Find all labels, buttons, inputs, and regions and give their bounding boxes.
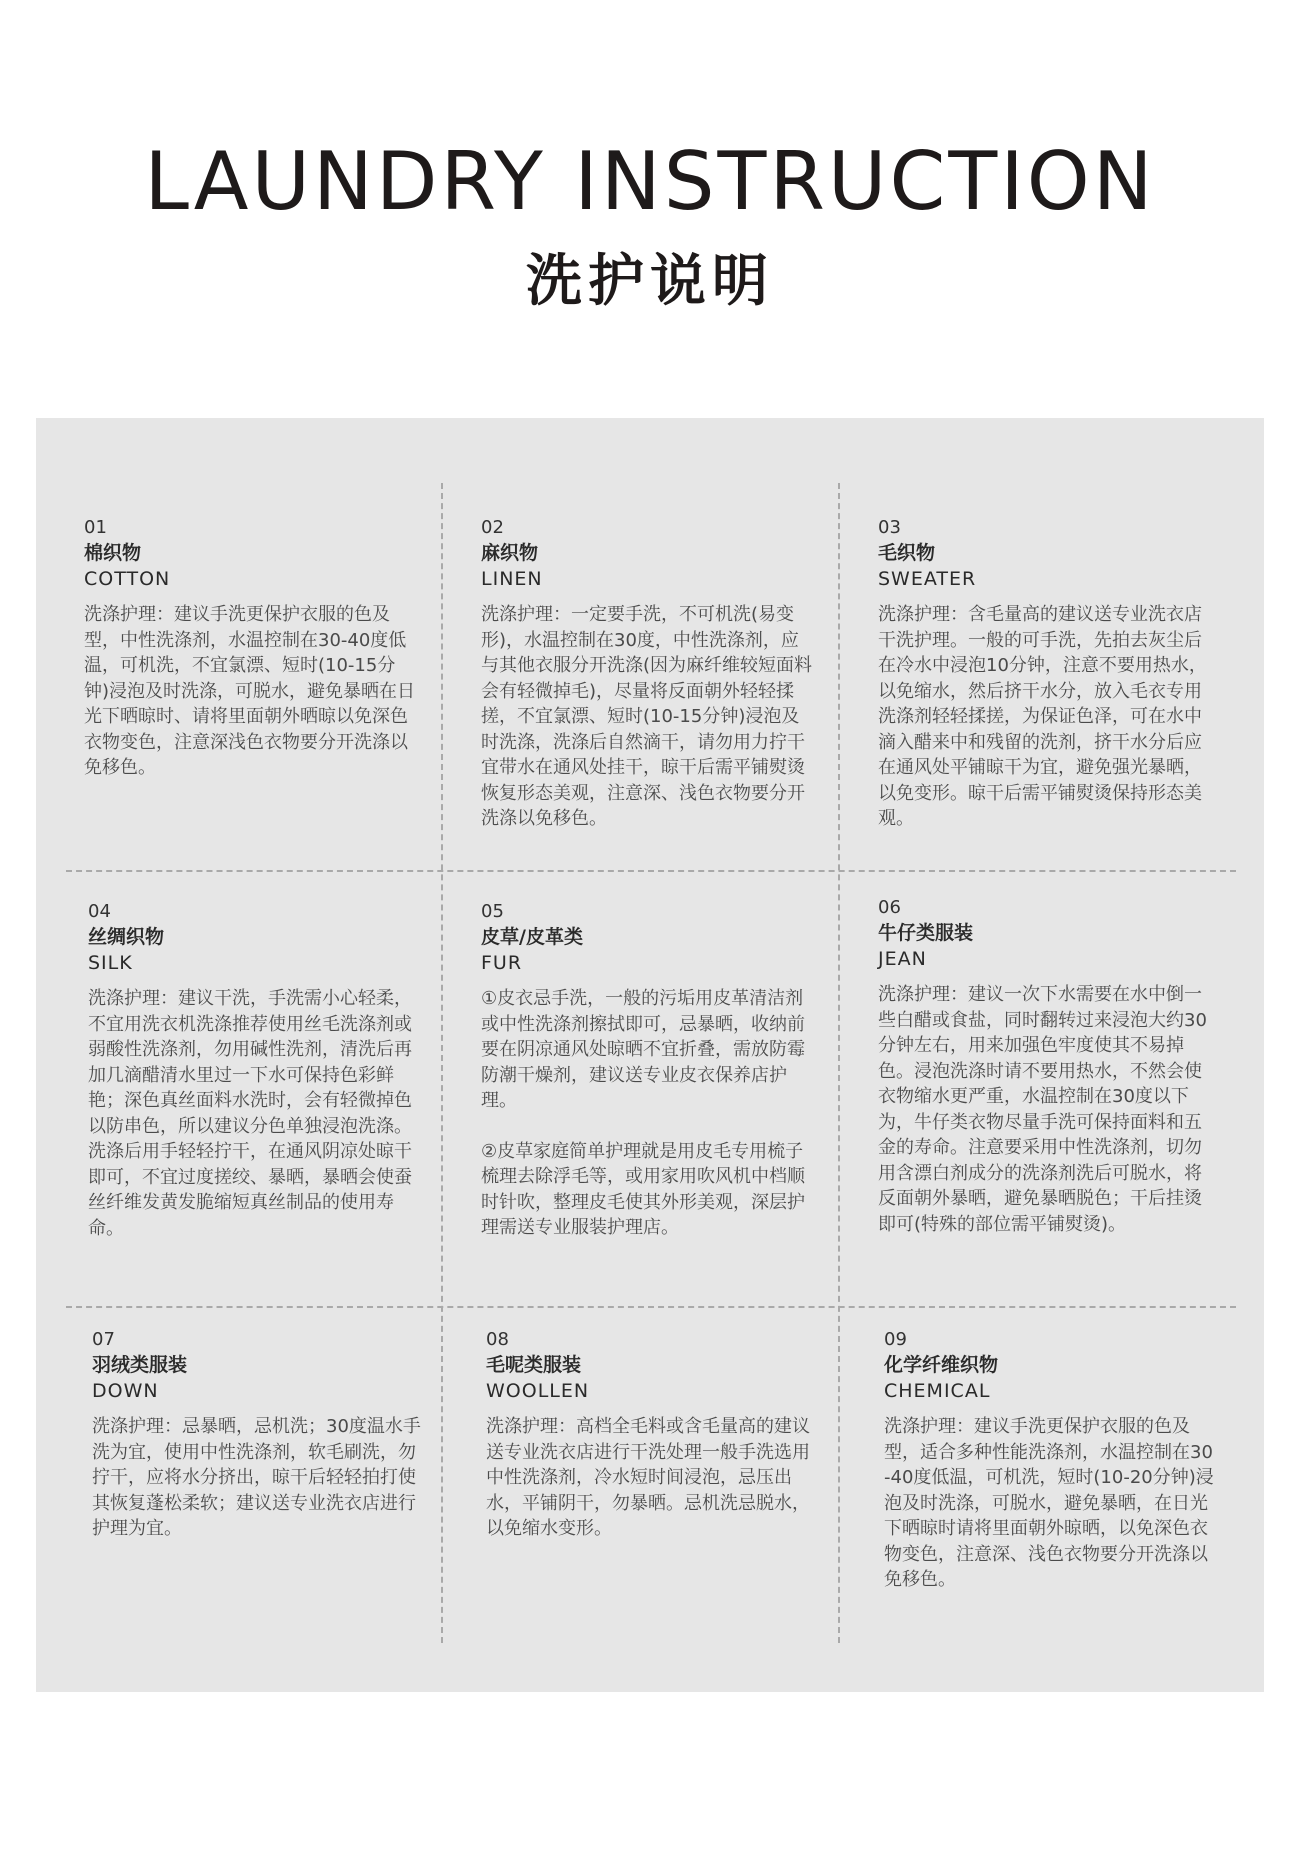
item-name-cn: 毛织物 bbox=[878, 542, 936, 564]
item-name-cn: 棉织物 bbox=[84, 542, 142, 564]
item-description: ②皮草家庭简单护理就是用皮毛专用梳子梳理去除浮毛等，或用家用吹风机中档顺时针吹，整理皮毛使其外形美观，深层护理需送专业服装护理店。 bbox=[481, 1140, 805, 1238]
item-description: 洗涤护理：忌暴晒，忌机洗；30度温水手洗为宜，使用中性洗涤剂，软毛刷洗，勿拧干，应将水分挤出，晾干后轻轻拍打使其恢复蓬松柔软；建议送专业洗衣店进行护理为宜。 bbox=[92, 1416, 421, 1539]
instruction-panel bbox=[36, 418, 1264, 1692]
care-item-linen bbox=[481, 516, 816, 832]
item-number: 01 bbox=[84, 517, 107, 538]
item-name-cn: 羽绒类服装 bbox=[92, 1354, 188, 1376]
row-divider bbox=[66, 870, 1236, 872]
item-name-en: SWEATER bbox=[878, 568, 977, 590]
item-name-cn: 丝绸织物 bbox=[88, 926, 165, 948]
item-description: 洗涤护理：建议手洗更保护衣服的色及型，适合多种性能洗涤剂，水温控制在30-40度低温，可机洗，短时(10-20分钟)浸泡及时洗涤，可脱水，避免暴晒，在日光下晒晾时请将里面朝外晾晒，以免深色衣物变色，注意深、浅色衣物要分开洗涤以免移色。 bbox=[884, 1416, 1214, 1590]
item-name-cn: 毛呢类服装 bbox=[486, 1354, 582, 1376]
item-description: 洗涤护理：高档全毛料或含毛量高的建议送专业洗衣店进行干洗处理一般手洗选用中性洗涤剂，冷水短时间浸泡，忌压出水，平铺阴干，勿暴晒。忌机洗忌脱水，以免缩水变形。 bbox=[486, 1416, 810, 1539]
item-name-en: FUR bbox=[481, 952, 523, 974]
column-divider bbox=[838, 483, 840, 1643]
item-description: 洗涤护理：建议干洗，手洗需小心轻柔，不宜用洗衣机洗涤推荐使用丝毛洗涤剂或弱酸性洗涤剂，勿用碱性洗剂，清洗后再加几滴醋清水里过一下水可保持色彩鲜艳；深色真丝面料水洗时，会有轻微掉色以防串色，所以建议分色单独浸泡洗涤。洗涤后用手轻轻拧干，在通风阴凉处晾干即可，不宜过度搓绞、暴晒，暴晒会使蚕丝纤维发黄发脆缩短真丝制品的使用寿命。 bbox=[88, 988, 412, 1239]
item-name-en: LINEN bbox=[481, 568, 543, 590]
page-title: LAUNDRY INSTRUCTION bbox=[144, 135, 1156, 228]
care-item-cotton bbox=[84, 516, 419, 781]
item-number: 08 bbox=[486, 1329, 509, 1350]
item-description: 洗涤护理：建议一次下水需要在水中倒一些白醋或食盐，同时翻转过来浸泡大约30分钟左右，用来加强色牢度使其不易掉色。浸泡洗涤时请不要用热水，不然会使衣物缩水更严重，水温控制在30度以下为，牛仔类衣物尽量手洗可保持面料和五金的寿命。注意要采用中性洗涤剂，切勿用含漂白剂成分的洗涤剂洗后可脱水，将反面朝外暴晒，避免暴晒脱色；干后挂烫即可(特殊的部位需平铺熨烫)。 bbox=[878, 984, 1207, 1235]
care-item-down bbox=[92, 1328, 427, 1542]
item-number: 06 bbox=[878, 897, 901, 918]
item-name-cn: 化学纤维织物 bbox=[884, 1354, 999, 1376]
item-name-cn: 皮草/皮革类 bbox=[481, 926, 583, 948]
item-name-en: CHEMICAL bbox=[884, 1380, 991, 1402]
item-name-en: SILK bbox=[88, 952, 133, 974]
item-number: 07 bbox=[92, 1329, 115, 1350]
item-name-en: WOOLLEN bbox=[486, 1380, 590, 1402]
item-name-cn: 麻织物 bbox=[481, 542, 539, 564]
item-number: 04 bbox=[88, 901, 111, 922]
care-item-sweater bbox=[878, 516, 1213, 832]
item-name-en: JEAN bbox=[878, 948, 927, 970]
item-description: 洗涤护理：含毛量高的建议送专业洗衣店干洗护理。一般的可手洗，先拍去灰尘后在冷水中浸泡10分钟，注意不要用热水，以免缩水，然后挤干水分，放入毛衣专用洗涤剂轻轻揉搓，为保证色泽，可在水中滴入醋来中和残留的洗剂，挤干水分后应在通风处平铺晾干为宜，避免强光暴晒，以免变形。晾干后需平铺熨烫保持形态美观。 bbox=[878, 604, 1207, 829]
item-name-en: COTTON bbox=[84, 568, 171, 590]
item-number: 03 bbox=[878, 517, 901, 538]
item-number: 02 bbox=[481, 517, 504, 538]
column-divider bbox=[441, 483, 443, 1643]
care-item-woollen bbox=[486, 1328, 821, 1542]
item-description: 洗涤护理：建议手洗更保护衣服的色及型，中性洗涤剂，水温控制在30-40度低温，可机洗，不宜氯漂、短时(10-15分钟)浸泡及时洗涤，可脱水，避免暴晒在日光下晒晾时、请将里面朝外晒晾以免深色衣物变色，注意深浅色衣物要分开洗涤以免移色。 bbox=[84, 604, 416, 778]
care-item-jean bbox=[878, 896, 1213, 1237]
care-item-chemical bbox=[884, 1328, 1219, 1593]
item-number: 09 bbox=[884, 1329, 907, 1350]
row-divider bbox=[66, 1306, 1236, 1308]
item-number: 05 bbox=[481, 901, 504, 922]
page-subtitle: 洗护说明 bbox=[526, 249, 774, 314]
item-description: ①皮衣忌手洗，一般的污垢用皮革清洁剂或中性洗涤剂擦拭即可，忌暴晒，收纳前要在阴凉通风处晾晒不宜折叠，需放防霉防潮干燥剂，建议送专业皮衣保养店护理。 bbox=[481, 988, 805, 1111]
item-name-cn: 牛仔类服装 bbox=[878, 922, 974, 944]
care-item-silk bbox=[88, 900, 423, 1241]
item-name-en: DOWN bbox=[92, 1380, 159, 1402]
item-description: 洗涤护理：一定要手洗，不可机洗(易变形)，水温控制在30度，中性洗涤剂，应与其他衣服分开洗涤(因为麻纤维较短面料会有轻微掉毛)，尽量将反面朝外轻轻揉搓，不宜氯漂、短时(10-15分钟)浸泡及时洗涤，洗涤后自然滴干，请勿用力拧干宜带水在通风处挂干，晾干后需平铺熨烫恢复形态美观，注意深、浅色衣物要分开洗涤以免移色。 bbox=[481, 604, 813, 829]
care-item-fur bbox=[481, 900, 816, 1241]
